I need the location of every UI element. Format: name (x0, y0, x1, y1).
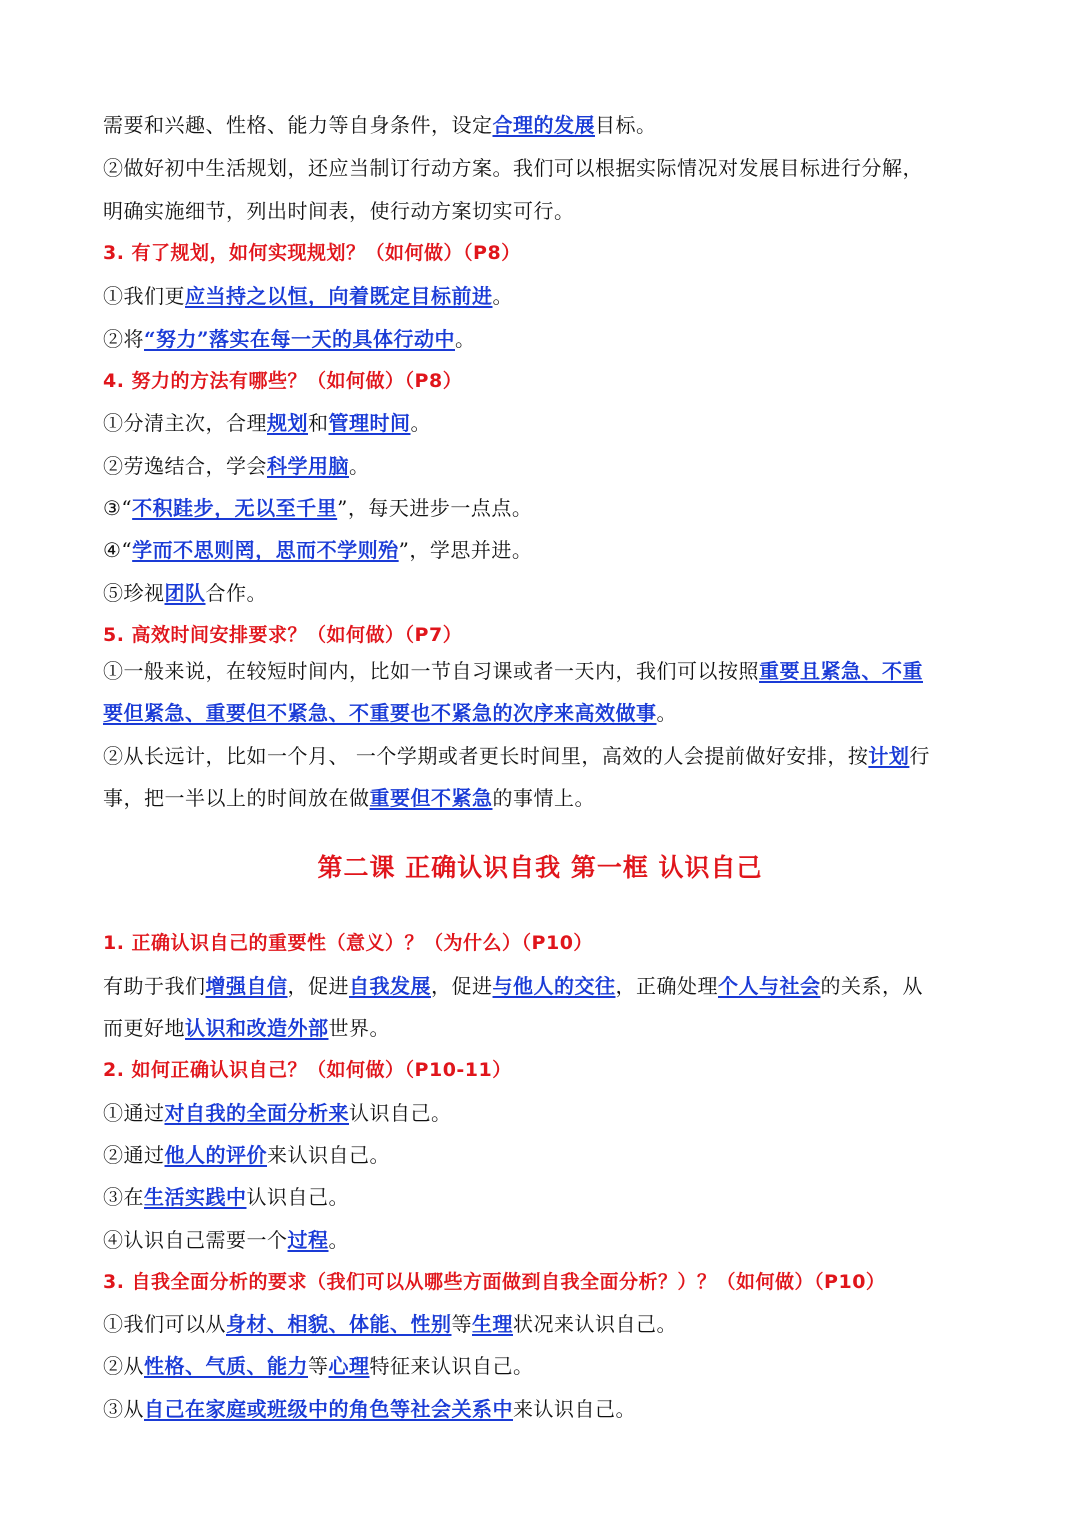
text-line (103, 785, 983, 811)
text-segment: ②将 (103, 327, 144, 351)
text-segment: 等 (308, 1354, 329, 1378)
key-phrase: 要但紧急、重要但不紧急、不重要也不紧急的次序来高效做事 (103, 701, 657, 725)
text-segment: ，正确处理 (615, 974, 718, 998)
question-heading: 4. 努力的方法有哪些？（如何做）（P8） (103, 370, 463, 392)
text-line (103, 155, 983, 181)
text-segment: 的关系，从 (820, 974, 923, 998)
text-segment: 的事情上。 (492, 786, 595, 810)
text-segment: ②通过 (103, 1143, 165, 1167)
text-segment: ③从 (103, 1397, 144, 1421)
text-segment: 。 (455, 327, 476, 351)
text-segment: 目标。 (595, 113, 657, 137)
key-phrase: 身材、相貌、体能、性别 (226, 1312, 452, 1336)
text-line (103, 1396, 983, 1422)
text-line (103, 1100, 983, 1126)
text-line (103, 112, 983, 138)
key-phrase: 计划 (868, 744, 910, 768)
text-segment: ②劳逸结合，学会 (103, 454, 267, 478)
key-phrase: 过程 (287, 1228, 329, 1252)
key-phrase: 他人的评价 (164, 1143, 267, 1167)
text-line (103, 326, 983, 352)
text-segment: 明确实施细节，列出时间表，使行动方案切实可行。 (103, 199, 575, 223)
text-line (103, 495, 983, 521)
text-segment: 认识自己。 (246, 1185, 349, 1209)
question-heading: 3. 自我全面分析的要求（我们可以从哪些方面做到自我全面分析？）？（如何做）（P10） (103, 1271, 886, 1293)
text-line (103, 410, 983, 436)
text-segment: ④认识自己需要一个 (103, 1228, 288, 1252)
text-segment: ①我们更 (103, 284, 185, 308)
key-phrase: 自己在家庭或班级中的角色等社会关系中 (144, 1397, 513, 1421)
text-line (103, 453, 983, 479)
key-phrase: 重要但不紧急 (369, 786, 493, 810)
text-line (103, 580, 983, 606)
text-line (103, 198, 983, 224)
text-segment: 特征来认识自己。 (369, 1354, 534, 1378)
key-phrase: 性格、气质、能力 (144, 1354, 308, 1378)
text-line (103, 1015, 983, 1041)
key-phrase: 管理时间 (328, 411, 411, 435)
key-phrase: 认识和改造外部 (185, 1016, 329, 1040)
text-segment: ③“ (103, 496, 133, 520)
text-line (103, 743, 983, 769)
text-line (103, 283, 983, 309)
text-segment: ，促进 (431, 974, 493, 998)
text-segment: ”，学思并进。 (398, 538, 533, 562)
text-segment: ②从 (103, 1354, 144, 1378)
text-line (103, 1311, 983, 1337)
key-phrase: 团队 (164, 581, 206, 605)
key-phrase: 对自我的全面分析来 (164, 1101, 349, 1125)
key-phrase: 增强自信 (205, 974, 288, 998)
key-phrase: 学而不思则罔，思而不学则殆 (132, 538, 399, 562)
key-phrase: 科学用脑 (267, 454, 349, 478)
text-line (103, 700, 983, 726)
question-heading: 5. 高效时间安排要求？（如何做）（P7） (103, 624, 463, 646)
question-heading: 2. 如何正确认识自己？（如何做）（P10-11） (103, 1059, 512, 1081)
text-segment: ④“ (103, 538, 133, 562)
text-line (103, 1142, 983, 1168)
text-segment: 来认识自己。 (267, 1143, 390, 1167)
text-line (103, 973, 983, 999)
text-segment: ③在 (103, 1185, 144, 1209)
text-segment: ①通过 (103, 1101, 165, 1125)
key-phrase: 与他人的交往 (492, 974, 616, 998)
key-phrase: 生活实践中 (144, 1185, 247, 1209)
key-phrase: 合理的发展 (492, 113, 595, 137)
text-segment: ①分清主次，合理 (103, 411, 267, 435)
text-segment: 来认识自己。 (513, 1397, 636, 1421)
text-line (103, 658, 983, 684)
text-segment: 。 (656, 701, 677, 725)
text-segment: 认识自己。 (349, 1101, 452, 1125)
key-phrase: 规划 (267, 411, 308, 435)
text-segment: ②从长远计，比如一个月、 一个学期或者更长时间里，高效的人会提前做好安排，按 (103, 744, 869, 768)
text-segment: ①一般来说，在较短时间内，比如一节自习课或者一天内，我们可以按照 (103, 659, 759, 683)
key-phrase: 应当持之以恒，向着既定目标前进 (185, 284, 493, 308)
text-segment: 。 (328, 1228, 349, 1252)
key-phrase: 心理 (328, 1354, 370, 1378)
text-segment: ，促进 (287, 974, 349, 998)
text-segment: 事，把一半以上的时间放在做 (103, 786, 370, 810)
text-segment: 有助于我们 (103, 974, 206, 998)
text-segment: ②做好初中生活规划，还应当制订行动方案。我们可以根据实际情况对发展目标进行分解， (103, 156, 923, 180)
text-segment: 而更好地 (103, 1016, 185, 1040)
text-segment: 行 (909, 744, 930, 768)
key-phrase: 个人与社会 (718, 974, 821, 998)
key-phrase: 自我发展 (349, 974, 431, 998)
text-segment: 和 (308, 411, 329, 435)
key-phrase: 重要且紧急、不重 (759, 659, 923, 683)
text-segment: 。 (492, 284, 513, 308)
text-segment: ”，每天进步一点点。 (337, 496, 533, 520)
text-segment: 需要和兴趣、性格、能力等自身条件，设定 (103, 113, 493, 137)
key-phrase: “努力”落实在每一天的具体行动中 (144, 327, 456, 351)
text-segment: 状况来认识自己。 (513, 1312, 677, 1336)
text-segment: ⑤珍视 (103, 581, 165, 605)
key-phrase: 生理 (472, 1312, 513, 1336)
text-line (103, 537, 983, 563)
text-segment: 合作。 (205, 581, 267, 605)
key-phrase: 不积跬步，无以至千里 (132, 496, 338, 520)
question-heading: 1. 正确认识自己的重要性（意义）？（为什么）（P10） (103, 932, 593, 954)
question-heading: 3. 有了规划，如何实现规划？（如何做）（P8） (103, 242, 521, 264)
text-line (103, 1184, 983, 1210)
text-line (103, 1227, 983, 1253)
section-title: 第二课 正确认识自我 第一框 认识自己 (317, 853, 763, 882)
text-segment: 世界。 (328, 1016, 390, 1040)
text-segment: 。 (349, 454, 370, 478)
text-segment: 。 (410, 411, 431, 435)
text-line (103, 1353, 983, 1379)
text-segment: ①我们可以从 (103, 1312, 226, 1336)
text-segment: 等 (451, 1312, 472, 1336)
